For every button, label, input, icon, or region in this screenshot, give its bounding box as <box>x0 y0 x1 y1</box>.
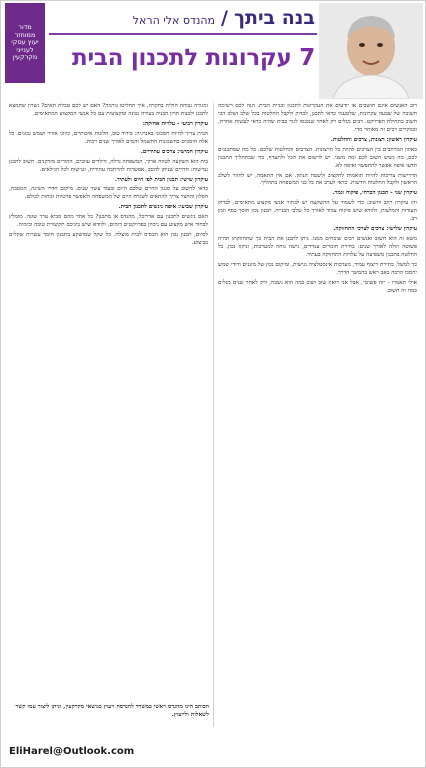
section-subheading: עיקרון שני - תכנון הכרחי, פיקוח וגמר. <box>332 190 417 197</box>
section-subheading: עיקרון שביעי: איפה ניגשים לתכנון הבית. <box>118 204 208 211</box>
left-column <box>9 103 208 727</box>
paragraph: ומגורה גבוהה הולית בחקרה, איך תחליטו נורמה? האם יש לכם טבלת תאים? גשרון שתמצא לתכנן ולבנות תרון הבניה בצורה נכונה ומקצועית עם כל אנשי המקצוע המתאימים. <box>9 103 208 117</box>
section-subheading: עיקרון רביעי - עלויות אחזקה: <box>142 120 208 127</box>
paragraph: הדרישות צריכות להיות תואמות לתקציב ולשטח הנתון. אם אין התאמה, יש לחזור לשלב הראשון ולקבל החלטות חדשות. כדאי לערב את כל בני המשפחה בתהליך. <box>218 172 417 187</box>
paragraph: בית הוא השקעה לטווח ארוך. המשפחה גדלה, הילדים עוזבים, ההורים מזדקנים. חשוב לתכנן גמישות: חדרים שניתן להסב, אפשרות להרחבה עתידית, ונגישות לכל הגילאים. <box>9 158 208 173</box>
paragraph: נושא זה הוא חשוב ואנשים רבים שוכחים ממנו. ניתן לתכנן את הבית כך שתחזוקתו תהיה פשוטה וזולה לאורך שנים: בחירת חומרים עמידים, גישה נוחה למערכות, וניקוז נכון. כל החלטה בתכנון משפיעה על עלויות התחזוקה בעתיד. <box>218 236 417 258</box>
badge-line: מדור <box>18 23 32 32</box>
paragraph: באיזון המרחבים בין הצרכים להוות כל הרצונות. הצרכים והחלטות שלכם. כל מה שמתכננים לכם, מה ממש חשוב לכם ומה משני. יש לרשום את הכל ולתעדף, כדי שבתהליך התכנון תדעו איפה אפשר להתפשר ואיפה לא. <box>218 146 417 169</box>
column-title: בנה ביתך <box>233 7 315 29</box>
paragraph: אולי תאמרו - ״זה פשוט״, אבל אני רואה שוב ושוב כמה הוא נשכח, ורק לאחר שנים מגלים כמה זה חשוב. <box>218 279 417 294</box>
section-subheading: עיקרון שלישי: צרכים לצרכי התחזוקה. <box>333 226 417 233</box>
section-subheading: עיקרון ראשון: רצונות, צרכים והחלטות. <box>330 136 417 143</box>
author-email[interactable]: EliHarel@Outlook.com <box>9 746 135 757</box>
header-rule <box>49 33 317 35</box>
article-header <box>1 1 426 99</box>
badge-line: ממוחזר <box>14 30 36 39</box>
section-badge <box>5 3 45 83</box>
paragraph: הבית צריך להיות חסכוני באנרגיה: בידוד טוב, חלונות איכותיים, כיווני אוויר ושמש נכונים. כל אלה חוסכים בחשבונות החשמל והמים לאורך שנים רבות. <box>9 130 208 145</box>
paragraph: זהו עיקרון רחב וחשוב: כדי לשמור על ההשקעה יש לבחור אנשי מקצוע מתאימים, לבדוק תעודות והמלצות, ולוודא שיש פיקוח צמוד לאורך כל שלבי הבנייה. תכנון נכון חוסך כסף וזמן רב. <box>218 200 417 223</box>
paragraph: כדאי לחשוב על סגנון החיים שלכם היום ובעוד עשר שנים. מיקום חדרי השינה, המטבח, הסלון והחצר צריך להתאים לשגרת היום של המשפחה ולאפשר פרטיות ונוחות לכולם. <box>9 186 208 201</box>
badge-line: מקרקעין <box>12 53 38 62</box>
badge-line: לענייני <box>16 45 34 54</box>
right-column <box>218 103 417 727</box>
section-subheading: עיקרון חמישי: צרכים עתידיים. <box>140 148 208 155</box>
column-divider <box>213 103 214 727</box>
title-separator: / <box>221 7 228 29</box>
section-subheading: עיקרון שישי: תכנון הבית לפי היום ולעתיד. <box>115 176 208 183</box>
badge-line: יעוץ עסקי <box>11 38 39 47</box>
author-byline: מהנדס אלי הראל <box>132 14 216 27</box>
author-line <box>133 7 315 29</box>
paragraph: רוב האנשים אינם חושבים או יודעים את העקרונות לתכנון ובניית הבית. הנה לכם רשימה חשובה של שבעה עקרונות, שלטעמי כדאי לתכנן, לבדוק ולקבל החלטות בכל שלב ושלב הכי חשוב בתחילת הפרויקט. רבים מגלים רק לאחר שנכנסו לגור בבית שהיה כדאי לעשות אחרת, ובמקרים רבים זה מאוחר מדי. <box>218 103 417 133</box>
paragraph: האם ניגשים לתכנון עם אדריכל, מהנדס או מתכנן? כל אחד מהם מביא ערך שונה. מומלץ לבחור איש מקצוע עם ניסיון בפרויקטים דומים, ולוודא שיש ביניכם תקשורת טובה וכימיה. <box>9 214 208 229</box>
paragraph: לסיום, תכנון נכון הוא הבסיס לבית מוצלח. כל שקל שמושקע בתכנון חוסך עשרות שקלים בביצוע. <box>9 232 208 247</box>
author-photo <box>319 3 423 99</box>
paragraph: כך למשל, בחירת ריצוף עמיד, מערכות אינסטלציה נגישות, ומיקום נכון של מזגנים ודודי שמש יחסכו הרבה כאב ראש בהמשך הדרך. <box>218 261 417 276</box>
headline: 7 עקרונות לתכנון הבית <box>72 45 315 71</box>
author-portrait-image <box>319 3 423 99</box>
author-note: הכותב הינו מהנדס ראשי במשרד להנדסה ויעוץ בנושאי מקרקעין, וניתן ליצור עמו קשר לשאלות ולייעוץ. <box>15 704 209 719</box>
